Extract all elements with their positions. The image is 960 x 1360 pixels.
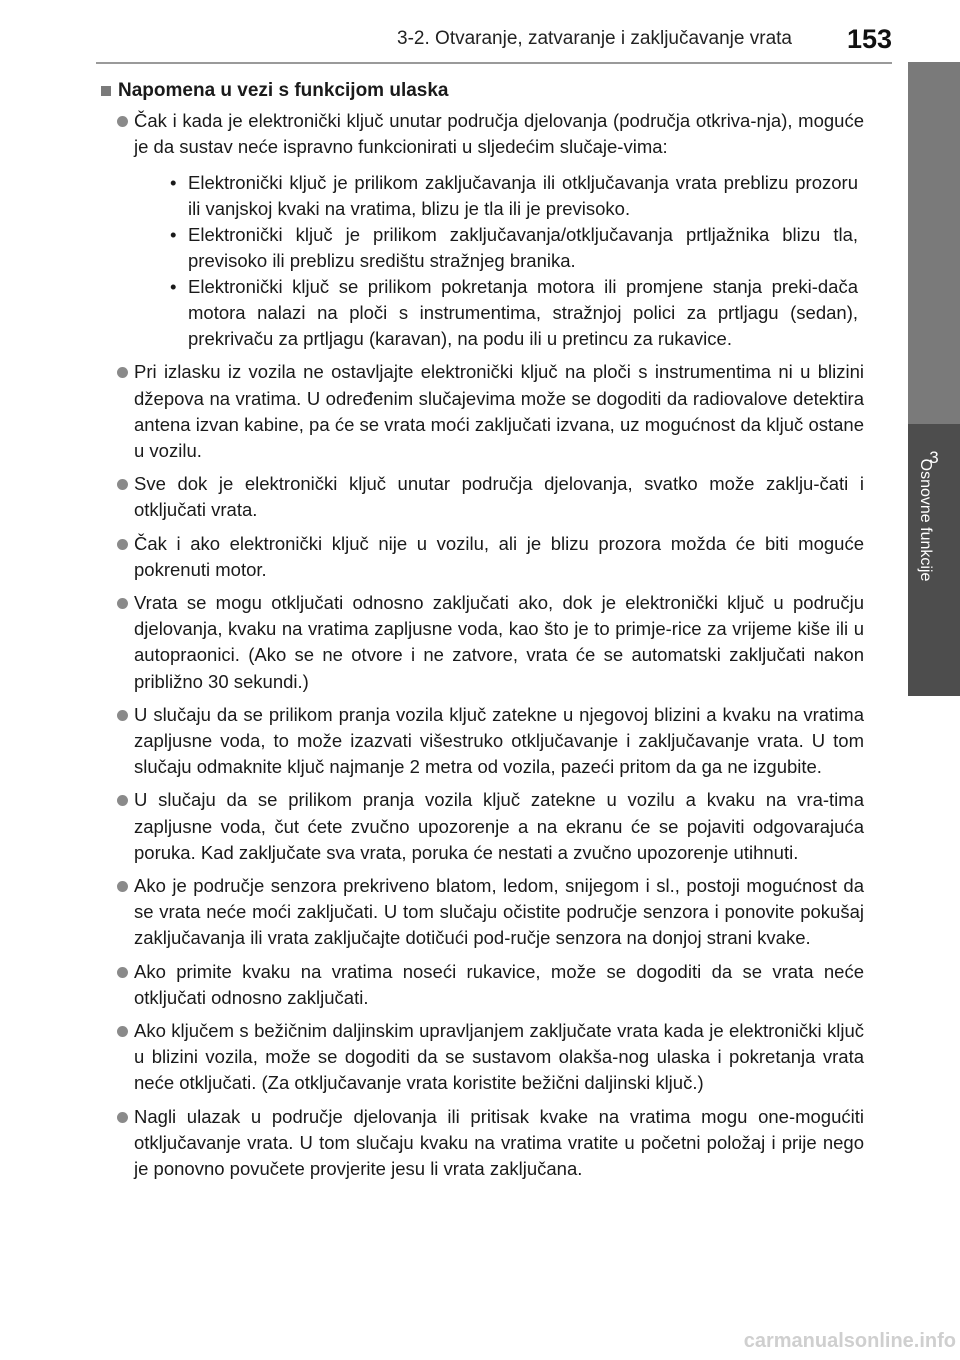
round-bullet-icon [117, 367, 128, 378]
round-bullet-icon [117, 1026, 128, 1037]
list-item-text: U slučaju da se prilikom pranja vozila ključ zatekne u vozilu a kvaku na vra-tima zapljusne voda, čut ćete zvučno upozorenje a na ekranu će se pojaviti odgovarajuća poruka. Kad zaključate sva vrata, poruka će nestati a zvučno upozorenje utihnuti. [134, 789, 864, 863]
sub-list-item-text: Elektronički ključ se prilikom pokretanja motora ili promjene stanja preki-dača motora nalazi na ploči s instrumentima, stražnjoj polici za prtljagu (sedan), prekrivaču za prtljagu (karavan), na podu ili u pretincu za rukavice. [188, 276, 858, 350]
section-heading [100, 78, 864, 104]
watermark: carmanualsonline.info [743, 1330, 956, 1352]
list-item-text: Čak i ako elektronički ključ nije u vozilu, ali je blizu prozora možda će biti moguće pokrenuti motor. [134, 532, 864, 580]
small-bullet-icon: • [170, 224, 177, 246]
list-item [100, 531, 864, 583]
round-bullet-icon [117, 967, 128, 978]
round-bullet-icon [117, 116, 128, 127]
list-item-text: Ako je područje senzora prekriveno blatom, ledom, snijegom i sl., postoji mogućnost da se vrata neće moći zaključati. U tom slučaju očistite područje senzora i ponovite pokušaj zaključavanja ili vrata zaključajte dotičući pod-ručje senzora na donjoj strani kvake. [134, 875, 864, 949]
list-item-text: Pri izlasku iz vozila ne ostavljajte elektronički ključ na ploči s instrumentima ni u blizini džepova na vratima. U određenim slučajevima može se dogoditi da radiovalove detektira antena izvan kabine, pa će se vrata moći zaključati izvana, uz mogućnost da ključ ostane u vozilu. [134, 361, 864, 462]
list-item [100, 590, 864, 695]
note-list [100, 108, 864, 1182]
list-item [100, 1018, 864, 1097]
list-item [100, 702, 864, 781]
list-item [100, 1104, 864, 1183]
small-bullet-icon: • [170, 276, 177, 298]
list-item-text: Ako ključem s bežičnim daljinskim upravljanjem zaključate vrata kada je elektronički ključ u blizini vozila, može se dogoditi da se sustavom olakša-nog ulaska i pokretanja vrata neće otključati. (Za otključavanje vrata koristite bežični daljinski ključ.) [134, 1020, 864, 1094]
round-bullet-icon [117, 598, 128, 609]
round-bullet-icon [117, 539, 128, 550]
list-item-text: Čak i kada je elektronički ključ unutar područja djelovanja (područja otkriva-nja), moguće je da sustav neće ispravno funkcionirati u sljedećim slučaje-vima: [134, 110, 864, 158]
sub-list-item-text: Elektronički ključ je prilikom zaključavanja/otključavanja prtljažnika blizu tla, previsoko ili preblizu središtu stražnjeg branika. [188, 224, 858, 272]
round-bullet-icon [117, 710, 128, 721]
chapter-label: Osnovne funkcije [917, 458, 934, 582]
list-item-text: Ako primite kvaku na vratima noseći rukavice, može se dogoditi da se vrata neće otključati odnosno zaključati. [134, 960, 864, 1008]
list-item [100, 959, 864, 1011]
list-item-text: Vrata se mogu otključati odnosno zaključati ako, dok je elektronički ključ u području djelovanja, kvaku na vratima zapljusne voda, kao što je to primje-rice za vrijeme kiše ili u autopraonici. (Ako se ne otvore i ne zatvore, vrata će se automatski zaključati nakon približno 30 sekundi.) [134, 592, 864, 692]
round-bullet-icon [117, 1112, 128, 1123]
page-content [100, 78, 864, 1189]
page-number: 153 [846, 24, 892, 54]
square-bullet-icon [101, 86, 111, 96]
round-bullet-icon [117, 479, 128, 490]
sub-list-item-text: Elektronički ključ je prilikom zaključavanja ili otključavanja vrata preblizu prozoru ili vanjskoj kvaki na vratima, blizu je tla ili je previsoko. [188, 172, 858, 220]
sub-list [134, 170, 864, 352]
list-item [100, 873, 864, 952]
list-item [100, 471, 864, 523]
round-bullet-icon [117, 795, 128, 806]
list-item-text: Sve dok je elektronički ključ unutar područja djelovanja, svatko može zaklju-čati i otključati vrata. [134, 473, 864, 521]
header-rule [96, 62, 892, 64]
section-title: 3-2. Otvaranje, zatvaranje i zaključavanje vrata [397, 28, 792, 49]
small-bullet-icon: • [170, 172, 177, 194]
list-item [100, 108, 864, 352]
sub-list-item [168, 170, 858, 222]
sub-list-item [168, 274, 858, 352]
list-item [100, 359, 864, 464]
list-item-text: Nagli ulazak u područje djelovanja ili pritisak kvake na vratima mogu one-mogućiti otključavanje vrata. U tom slučaju kvaku na vratima vratite u početni položaj i prije nego je ponovno povučete provjerite jesu li vrata zaključana. [134, 1105, 864, 1180]
round-bullet-icon [117, 881, 128, 892]
side-band [908, 62, 960, 424]
chapter-number: 3 [929, 448, 939, 467]
sub-list-item [168, 222, 858, 274]
chapter-tab [908, 424, 960, 696]
list-item [100, 787, 864, 866]
section-heading-text: Napomena u vezi s funkcijom ulaska [118, 80, 449, 101]
list-item-text: U slučaju da se prilikom pranja vozila ključ zatekne u njegovoj blizini a kvaku na vratima zapljusne voda, to može izazvati višestruko otključavanje i zaključavanje vrata. U tom slučaju odmaknite ključ najmanje 2 metra od vozila, pazeći pritom da ga ne izgubite. [134, 703, 864, 778]
